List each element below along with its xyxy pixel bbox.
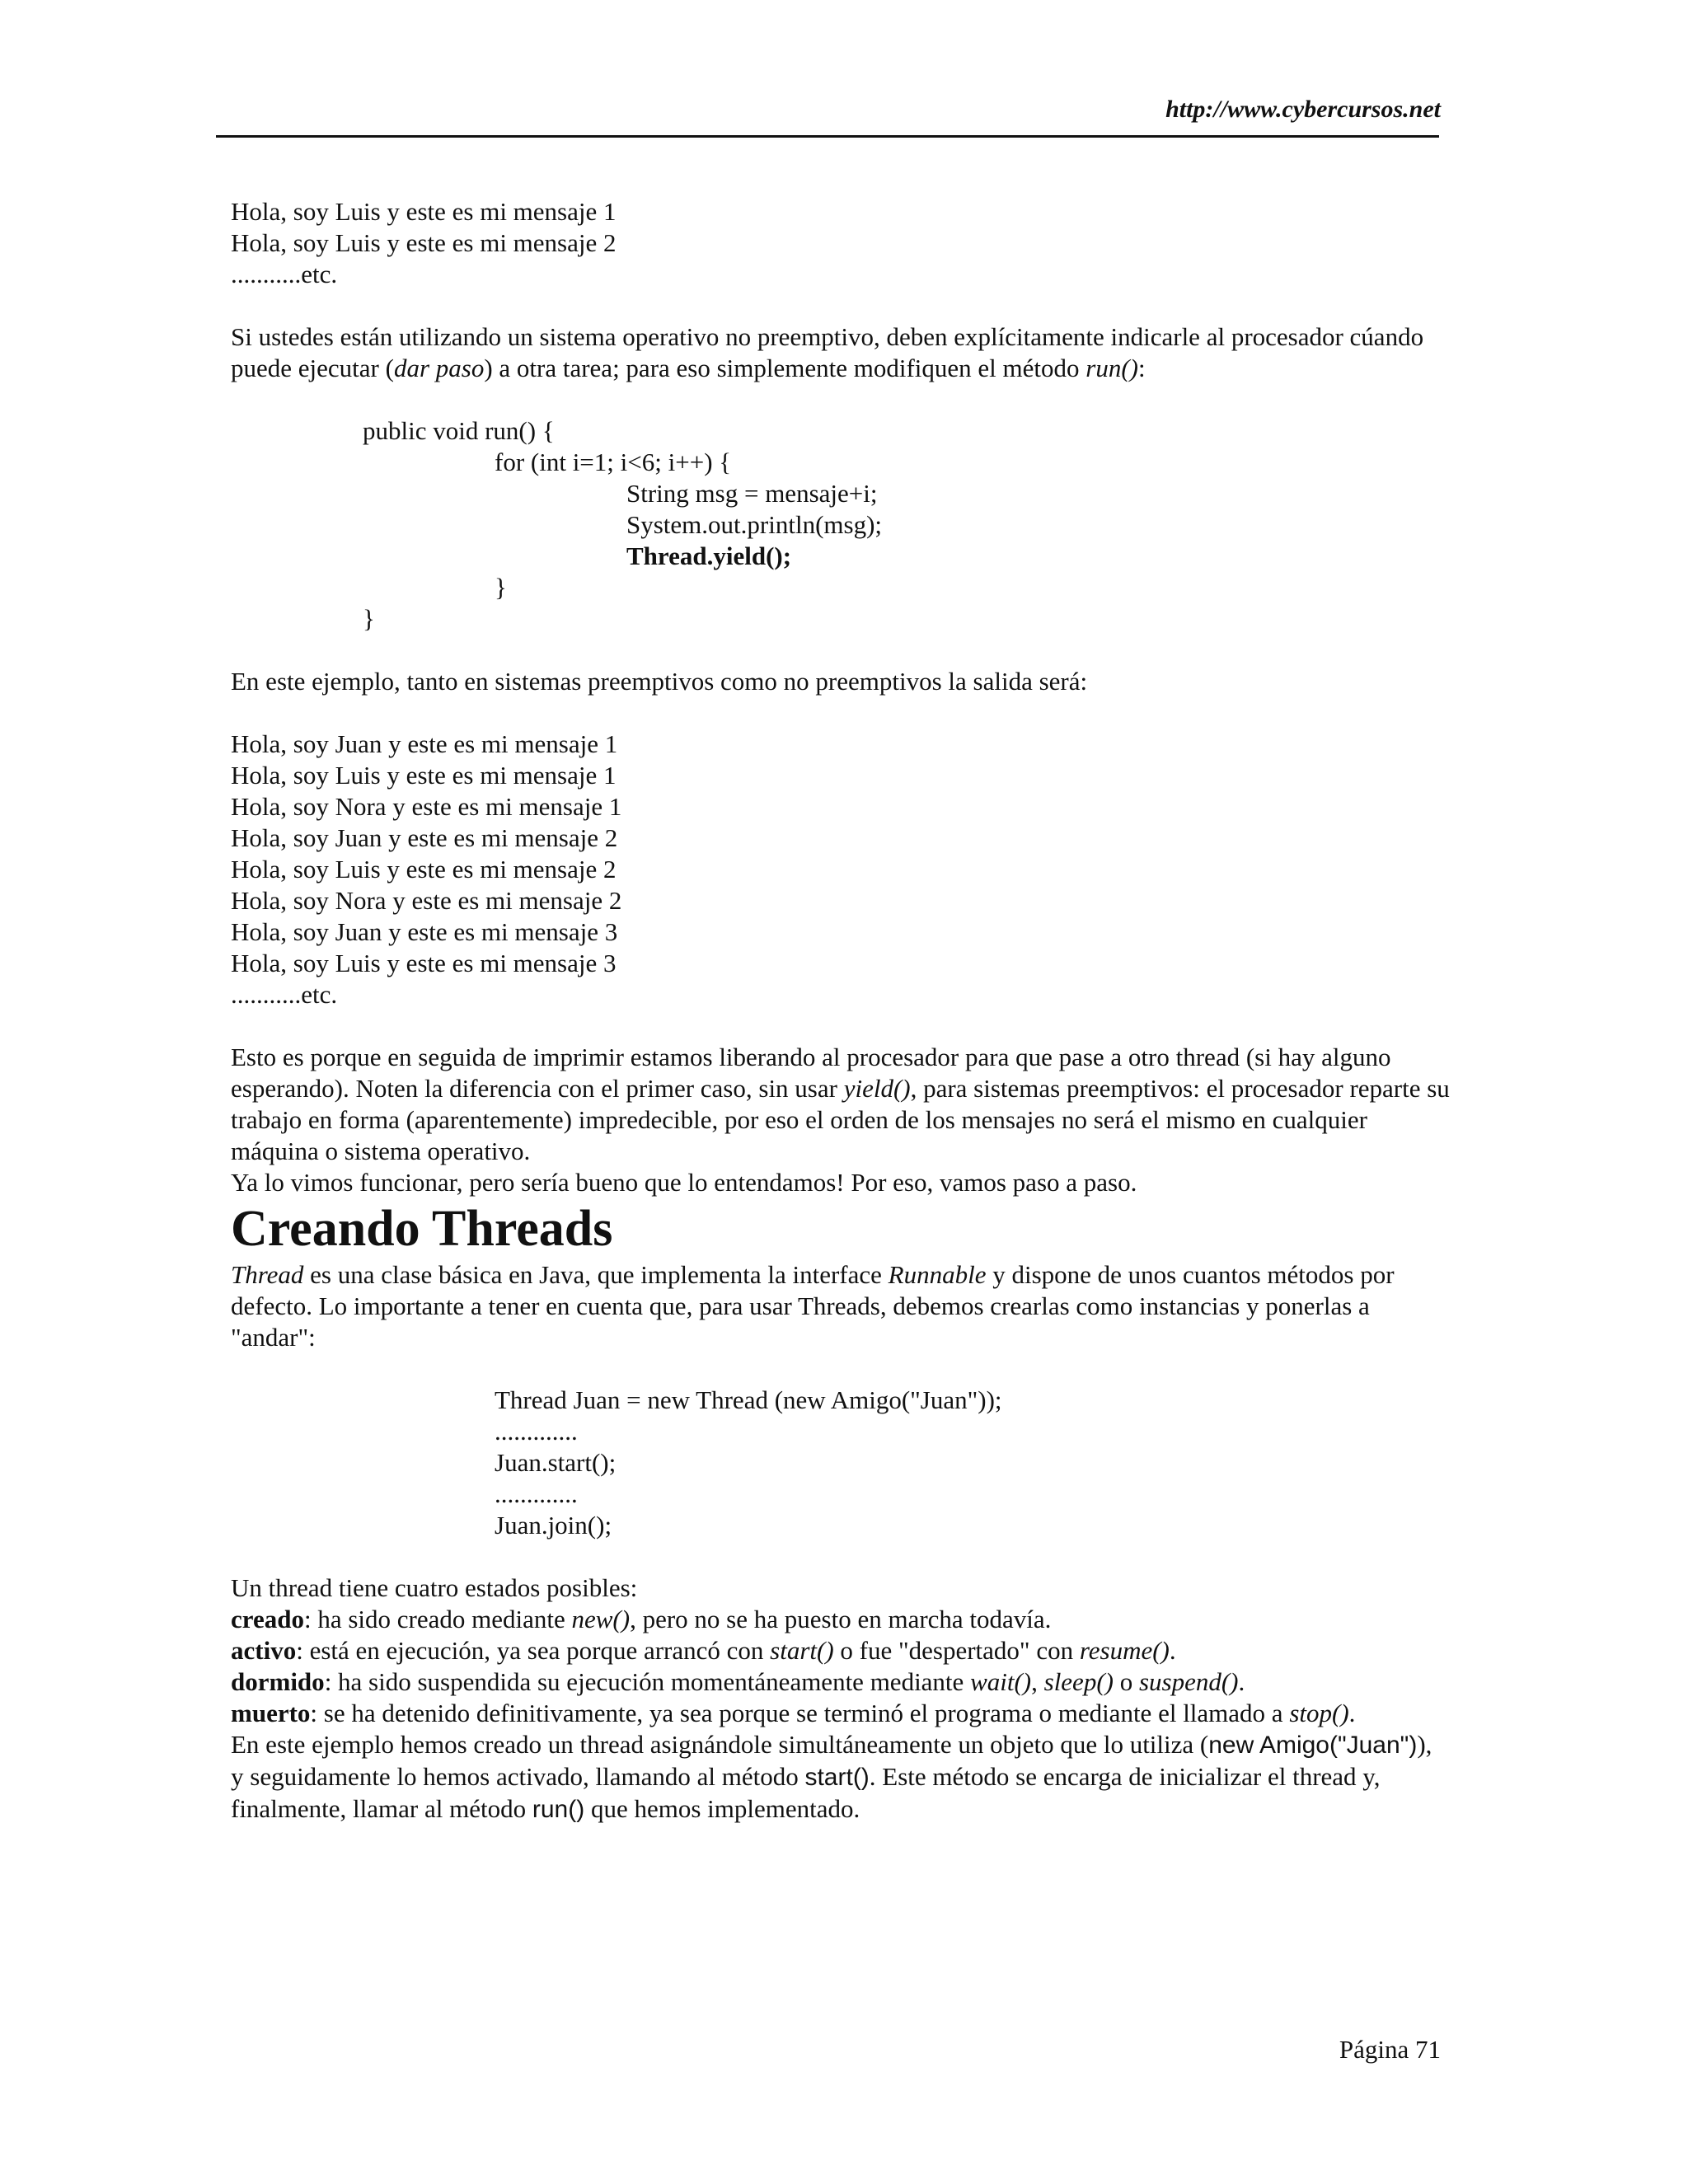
header-url: http://www.cybercursos.net <box>1165 96 1441 123</box>
output-line: Hola, soy Juan y este es mi mensaje 3 <box>231 917 618 946</box>
output-line: Hola, soy Nora y este es mi mensaje 2 <box>231 886 622 915</box>
states-intro: Un thread tiene cuatro estados posibles: <box>231 1573 638 1602</box>
code-line: ............. <box>495 1417 578 1446</box>
code-line: String msg = mensaje+i; <box>626 479 878 508</box>
section-heading: Creando Threads <box>231 1201 613 1257</box>
output-line: Hola, soy Juan y este es mi mensaje 1 <box>231 729 618 758</box>
page-content <box>231 196 1451 1825</box>
code-line: ............. <box>495 1479 578 1508</box>
code-line: Juan.start(); <box>495 1448 617 1477</box>
paragraph-explanation: Esto es porque en seguida de imprimir estamos liberando al procesador para que pase a otro thread (si hay alguno esperando). Noten la diferencia con el primer caso, sin usar yield(), para sistemas preemptivos: el procesador reparte su trabajo en forma (aparentemente) impredecible, por eso el orden de los mensajes no será el mismo en cualquier máquina o sistema operativo. <box>231 1043 1450 1165</box>
state-creado: creado: ha sido creado mediante new(), pero no se ha puesto en marcha todavía. <box>231 1605 1052 1633</box>
paragraph-example: En este ejemplo hemos creado un thread asignándole simultáneamente un objeto que lo utiliza (new Amigo("Juan")), y seguidamente lo hemos activado, llamando al método start(). Este método se encarga de inicializar el thread y, finalmente, llamar al método run() que hemos implementado. <box>231 1730 1432 1823</box>
header-divider <box>216 135 1439 138</box>
output-line: Hola, soy Luis y este es mi mensaje 2 <box>231 228 617 257</box>
code-line: Juan.join(); <box>495 1511 612 1540</box>
code-line: public void run() { <box>363 416 555 445</box>
output-line: ...........etc. <box>231 260 338 288</box>
paragraph-thread-intro: Thread es una clase básica en Java, que implementa la interface Runnable y dispone de unos cuantos métodos por defecto. Lo importante a tener en cuenta que, para usar Threads, debemos crearlas como instancias y ponerlas a "andar": <box>231 1260 1395 1352</box>
output-line: Hola, soy Juan y este es mi mensaje 2 <box>231 823 618 852</box>
code-line: } <box>495 573 507 602</box>
output-line: Hola, soy Luis y este es mi mensaje 1 <box>231 761 617 790</box>
output-line: Hola, soy Luis y este es mi mensaje 3 <box>231 949 617 977</box>
paragraph-step: Ya lo vimos funcionar, pero sería bueno que lo entendamos! Por eso, vamos paso a paso. <box>231 1168 1137 1197</box>
output-line: Hola, soy Nora y este es mi mensaje 1 <box>231 792 622 821</box>
paragraph-preemptive: Si ustedes están utilizando un sistema operativo no preemptivo, deben explícitamente indicarle al procesador cúando puede ejecutar (dar paso) a otra tarea; para eso simplemente modifiquen el método run(): <box>231 322 1424 382</box>
code-line: for (int i=1; i<6; i++) { <box>495 448 732 476</box>
output-line: Hola, soy Luis y este es mi mensaje 1 <box>231 197 617 226</box>
state-activo: activo: está en ejecución, ya sea porque arrancó con start() o fue "despertado" con resume(). <box>231 1636 1176 1665</box>
state-muerto: muerto: se ha detenido definitivamente, ya sea porque se terminó el programa o mediante el llamado a stop(). <box>231 1699 1356 1727</box>
code-line: Thread Juan = new Thread (new Amigo("Juan")); <box>495 1385 1002 1414</box>
output-line: ...........etc. <box>231 980 338 1009</box>
state-dormido: dormido: ha sido suspendida su ejecución momentáneamente mediante wait(), sleep() o suspend(). <box>231 1667 1245 1696</box>
code-line: System.out.println(msg); <box>626 510 882 539</box>
code-line-yield: Thread.yield(); <box>626 541 792 570</box>
paragraph-output-intro: En este ejemplo, tanto en sistemas preemptivos como no preemptivos la salida será: <box>231 667 1088 696</box>
page-number: Página 71 <box>1339 2035 1441 2064</box>
code-line: } <box>363 604 375 633</box>
output-line: Hola, soy Luis y este es mi mensaje 2 <box>231 855 617 883</box>
